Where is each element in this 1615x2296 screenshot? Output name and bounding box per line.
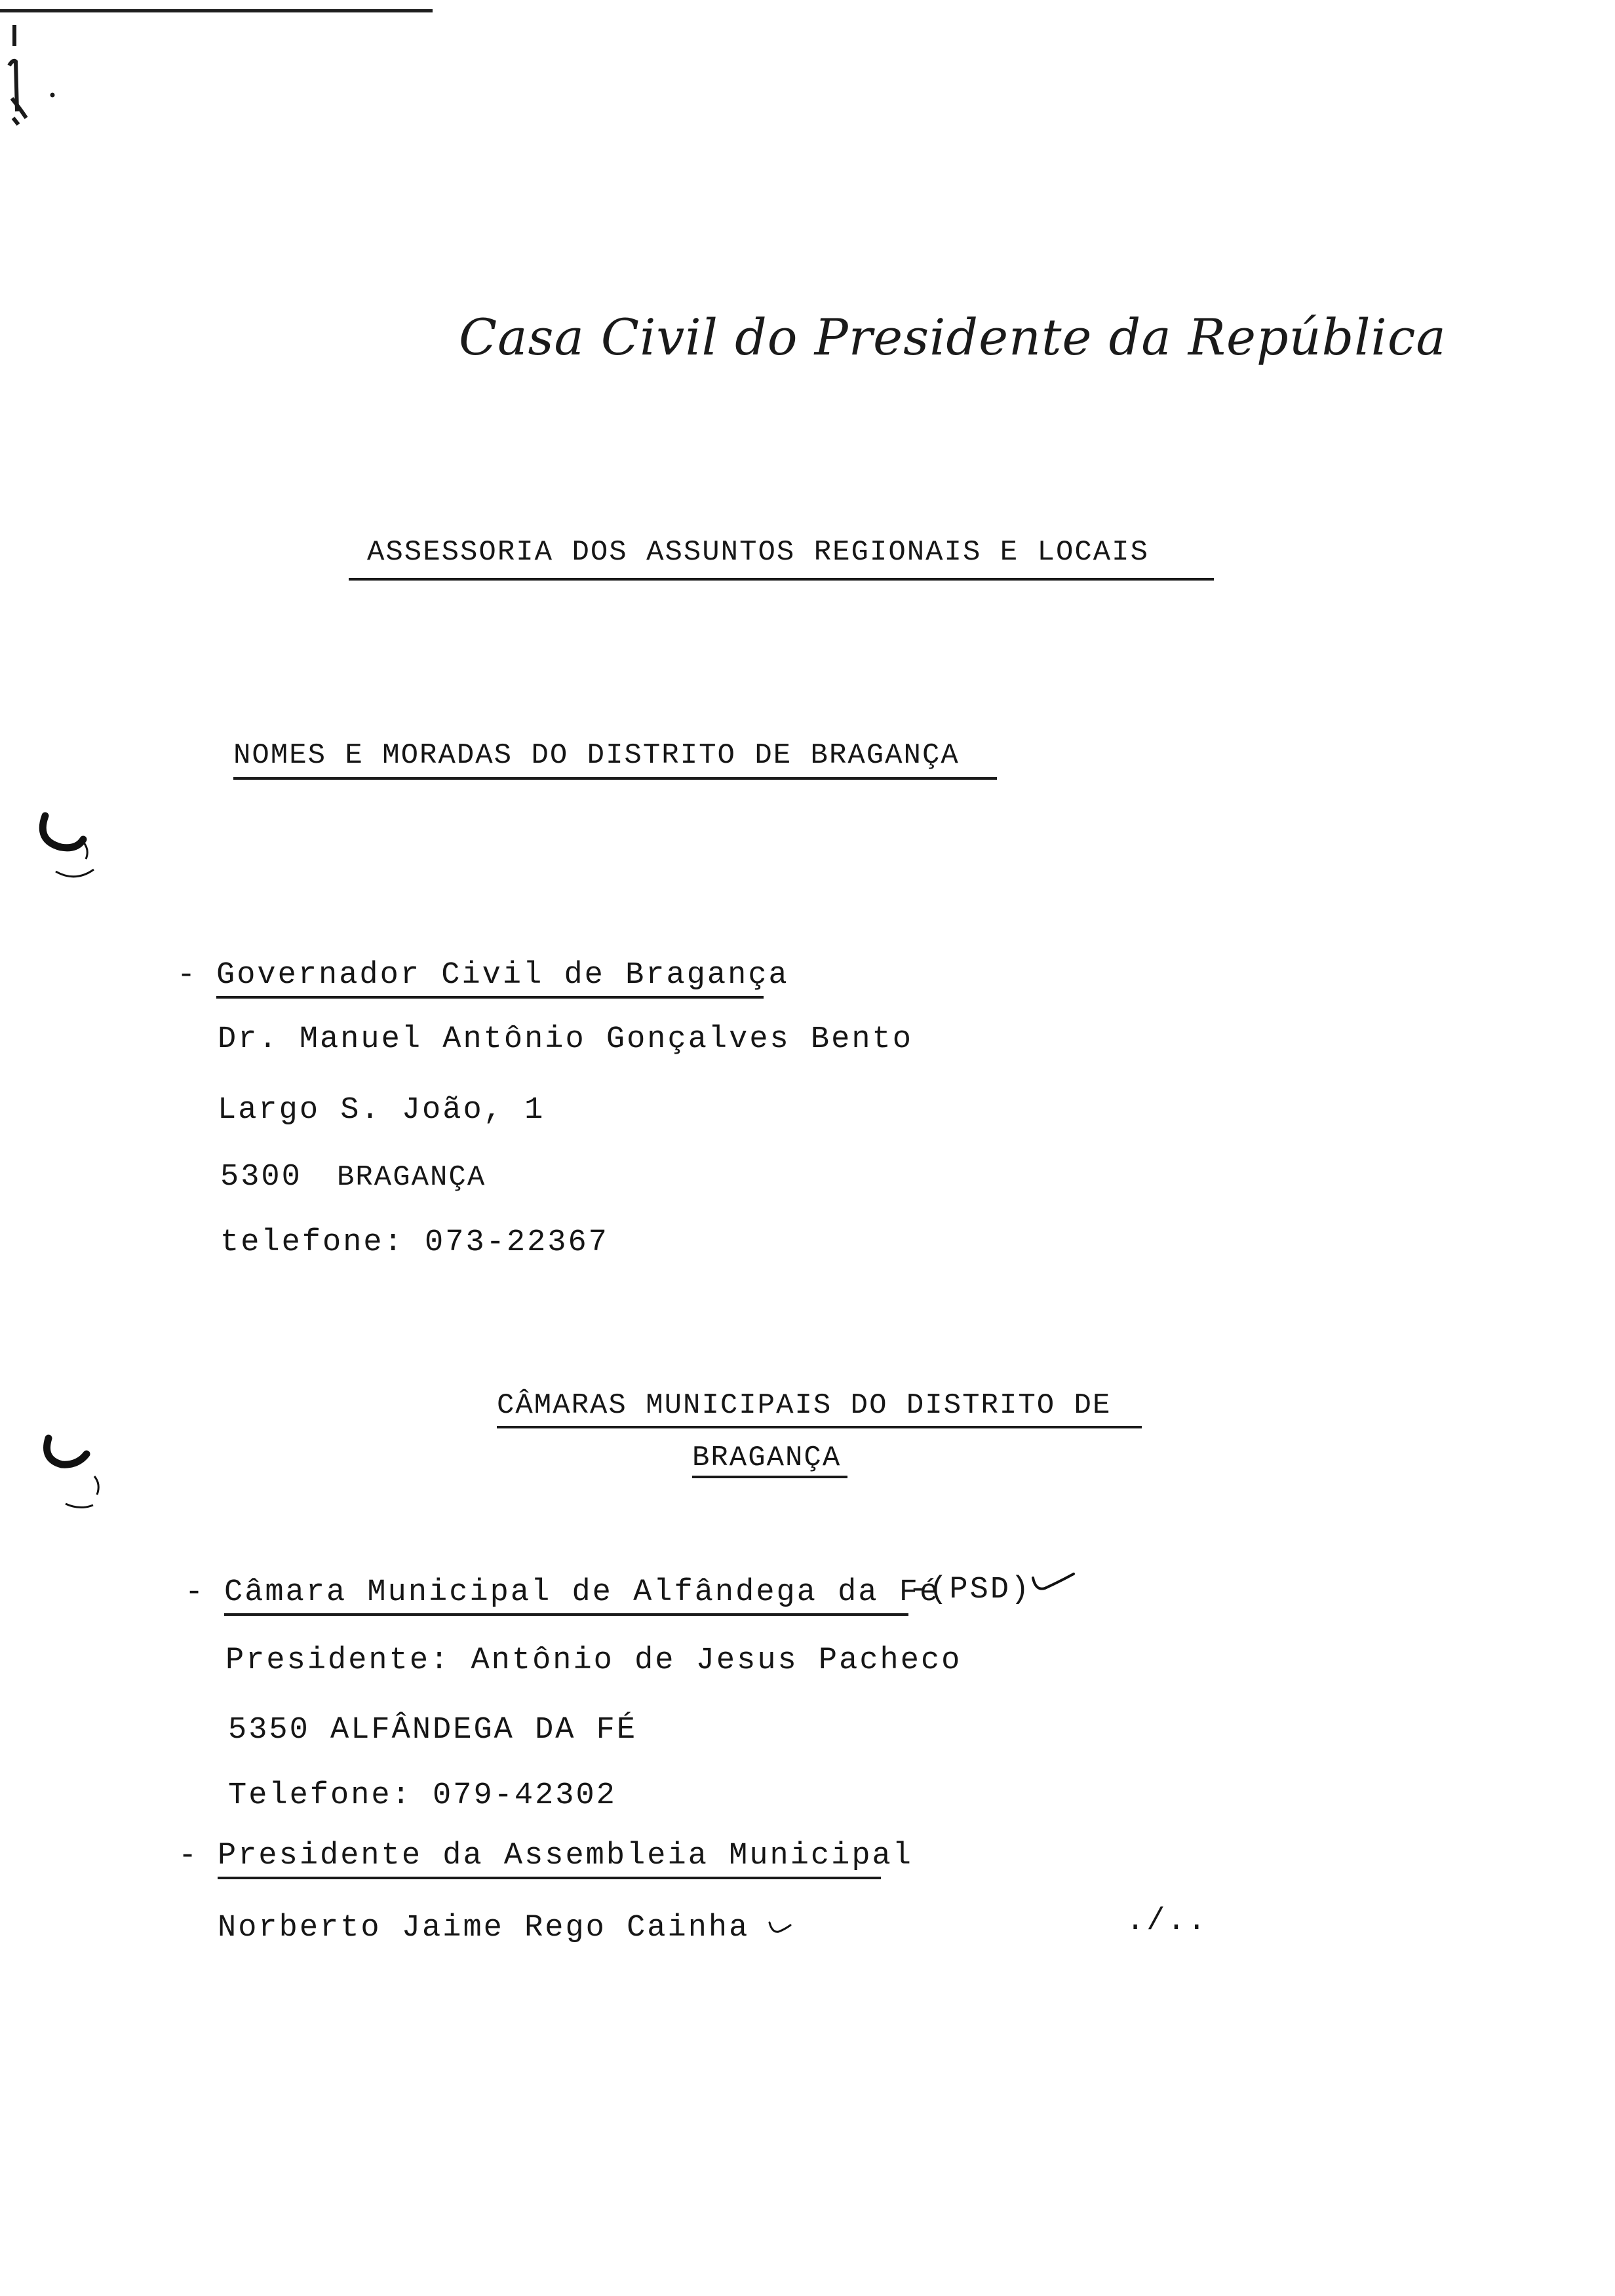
camara-title: Câmara Municipal de Alfândega da Fé bbox=[224, 1575, 941, 1610]
department-underline bbox=[349, 578, 1214, 581]
governor-city: BRAGANÇA bbox=[337, 1161, 486, 1194]
section-heading-line1: CÂMARAS MUNICIPAIS DO DISTRITO DE bbox=[497, 1389, 1112, 1422]
camara-phone: Telefone: 079-42302 bbox=[228, 1778, 617, 1813]
handwritten-tick-icon bbox=[767, 1920, 793, 1937]
handwritten-check-icon bbox=[39, 1432, 111, 1523]
scan-edge-line bbox=[0, 9, 433, 12]
bullet-dash: - bbox=[177, 958, 198, 993]
camara-president: Presidente: Antônio de Jesus Pacheco bbox=[225, 1643, 962, 1678]
continuation-mark: ./.. bbox=[1126, 1904, 1208, 1939]
assembly-president-name: Norberto Jaime Rego Cainha bbox=[218, 1911, 750, 1945]
letterhead: Casa Civil do Presidente da República bbox=[459, 308, 1447, 366]
section-heading-line2-underline bbox=[692, 1476, 847, 1478]
assembly-title: Presidente da Assembleia Municipal bbox=[218, 1839, 913, 1873]
assembly-title-underline bbox=[218, 1877, 881, 1879]
governor-title-underline bbox=[216, 996, 764, 999]
section-heading-line2: BRAGANÇA bbox=[692, 1442, 842, 1474]
bullet-dash: - bbox=[185, 1575, 206, 1610]
governor-title: Governador Civil de Bragança bbox=[216, 958, 789, 993]
bullet-dash: - bbox=[178, 1839, 199, 1873]
camara-party: -(PSD) bbox=[908, 1573, 1032, 1607]
governor-address: Largo S. João, 1 bbox=[218, 1093, 545, 1128]
handwritten-check-icon bbox=[36, 809, 108, 894]
governor-phone: telefone: 073-22367 bbox=[220, 1225, 609, 1260]
camara-postal-city: 5350 ALFÂNDEGA DA FÉ bbox=[228, 1713, 638, 1748]
governor-name: Dr. Manuel Antônio Gonçalves Bento bbox=[218, 1022, 913, 1057]
section-heading-line1-underline bbox=[497, 1426, 1142, 1428]
document-heading: NOMES E MORADAS DO DISTRITO DE BRAGANÇA bbox=[233, 739, 960, 772]
governor-postal-code: 5300 bbox=[220, 1160, 302, 1195]
document-heading-underline bbox=[233, 777, 997, 780]
camara-title-underline bbox=[224, 1613, 908, 1616]
corner-mark bbox=[0, 20, 59, 138]
department-heading: ASSESSORIA DOS ASSUNTOS REGIONAIS E LOCAIS bbox=[367, 536, 1149, 569]
handwritten-tick-icon bbox=[1030, 1571, 1076, 1595]
